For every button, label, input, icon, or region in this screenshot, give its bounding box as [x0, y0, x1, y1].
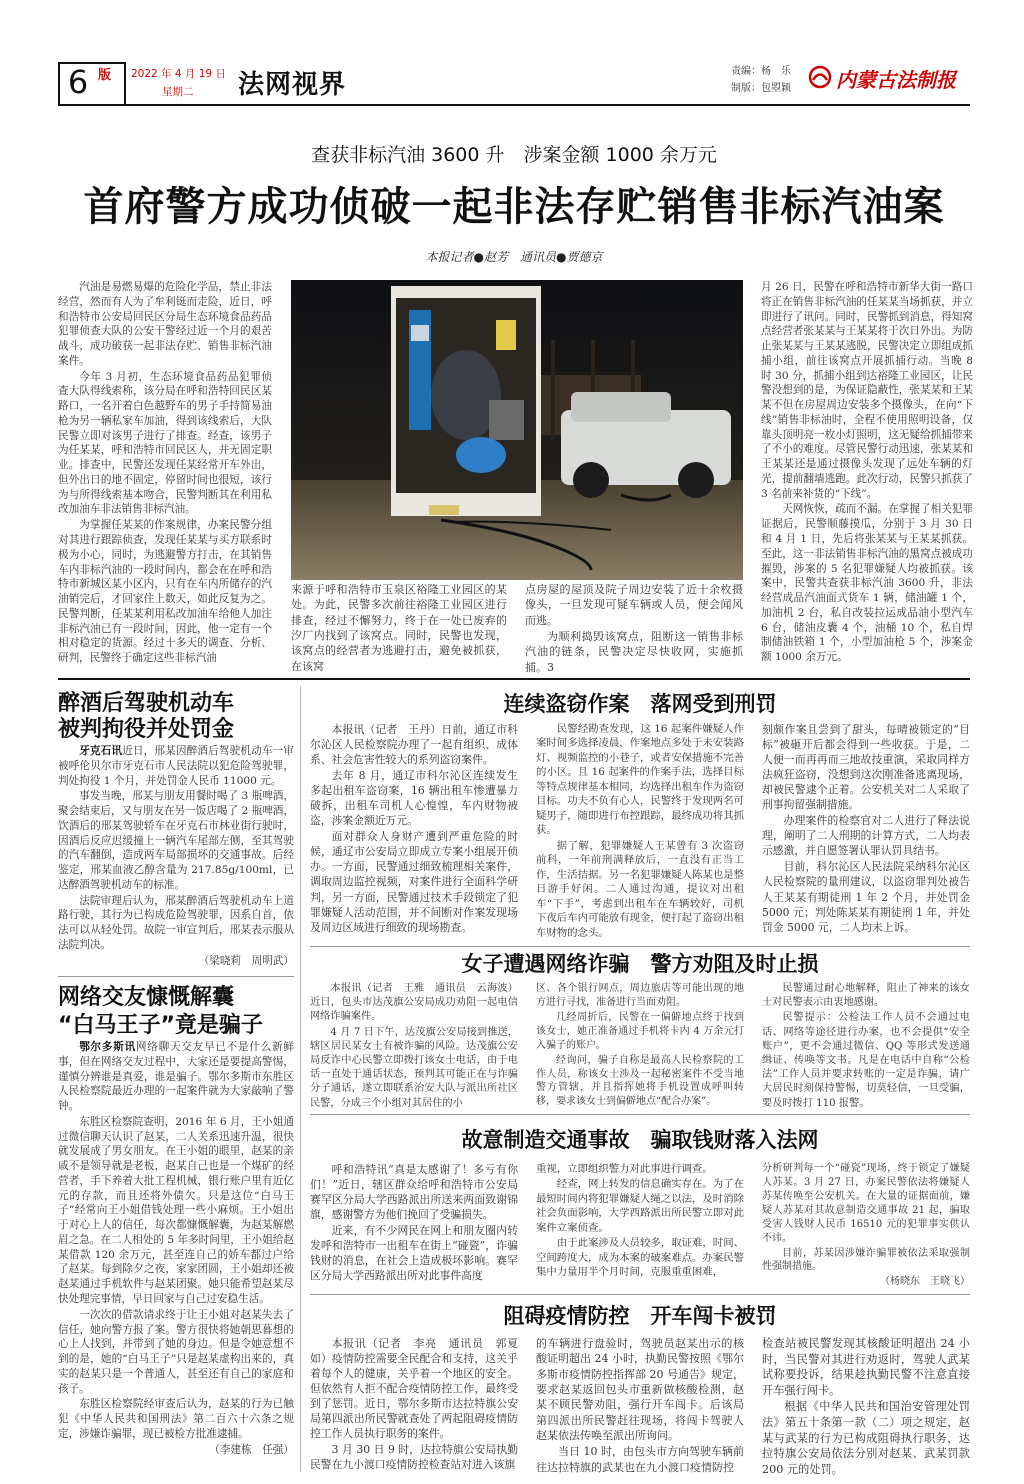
theft-column-3 [762, 722, 970, 936]
lead-paragraph: 今年 3 月初，生态环境食品药品犯罪侦查大队得线索称，该分局在呼和浩特回民区某路口，一名开着白色越野车的男子手持简易油枪为另一辆私家车加油，得到该线索后，大队民警立即对该男子进行了排查。经查，该男子为任某某，呼和浩特市回民区人，并无固定职业。排查中，民警还发现任某经常开车外出，但外出日的地不固定，停留时间也很短，该行为与所得线索基本吻合，民警判断其在利用私改加油车非法销售非标汽油。 [58, 370, 272, 516]
fraud-net-headline-line1: 网络交友慷慨解囊 [58, 985, 235, 1010]
epidemic-column-3 [762, 1336, 970, 1478]
lead-kicker: 查获非标汽油 3600 升 涉案金额 1000 余万元 [311, 144, 717, 166]
theft-paragraph: 本报讯（记者 王丹）日前，通辽市科尔沁区人民检察院办理了一起有组织、成体系、社会危害性较大的系列盗窃案件。 [310, 723, 518, 767]
lead-photo-image [291, 280, 743, 580]
traffic-paragraph: 呼和浩特讯“真是太感谢了！多亏有你们！”近日，辖区群众给呼和浩特市公安局赛罕区分局大学西路派出所送来两面致谢锦旗，感谢警方为他们挽回了受骗损失。 [310, 1163, 518, 1222]
fraud-net-paragraph: 网络聊天交友早已不是什么新鲜事，但在网络交友过程中，大家还是要提高警惕，谨慎分辨谁是真爱，谁是骗子。鄂尔多斯市东胜区人民检察院最近办理的一起案件就为大家敲响了警钟。 [58, 1041, 295, 1113]
woman-paragraph: 4 月 7 日下午，达茂旗公安局接到推送，辖区居民某女士有被诈骗的风险。达茂旗公安局反诈中心民警立即拨打该女士电话，由于电话一直处于通话状态，预判其可能正在与诈骗分子通话，遂立即联系治安大队与派出所社区民警，分成三个小组对其居住的小 [310, 1026, 518, 1109]
woman-paragraph: 民警提示：公检法工作人员不会通过电话、网络等途径进行办案，也不会提供“安全账户”，更不会通过微信、QQ 等形式发送通缉证、传唤等文书。凡是在电话中自称“公检法”工作人员并要求转账的一定是诈骗，请广大居民时刻保持警惕，切莫轻信，一旦受骗，要及时拨打 110 报警。 [762, 1012, 970, 1109]
drunk-headline-line1: 醉酒后驾驶机动车 [58, 691, 235, 716]
theft-headline: 连续盗窃作案 落网受到刑罚 [503, 692, 777, 716]
left-rail-rule [58, 976, 294, 977]
woman-paragraph: 几经周折后，民警在一偏僻地点终于找到该女士，她正准备通过手机将卡内 4 万余元打入骗子的账户。 [536, 1011, 744, 1051]
fraud-net-paragraph: 一次次的借款请求终于让王小姐对赵某失去了信任，她向警方报了案。警方很快将她朝思暮想的心上人找到，并带到了她的身边。但是令她意想不到的是，她的“白马王子”只是赵某虚构出来的，真实的赵某只是一个普通人，甚至还有自己的家庭和孩子。 [58, 1308, 294, 1395]
theft-paragraph: 办理案件的检察官对二人进行了释法说理，阐明了二人刑期的计算方式，二人均表示感激，并自愿签署认罪认罚具结书。 [762, 814, 970, 858]
epidemic-column-1 [310, 1336, 518, 1473]
drunk-paragraph: 法院审理后认为，邢某醉酒后驾驶机动车上道路行驶，其行为已构成危险驾驶罪，因系自首，依法可以从轻处罚。故院一审宣判后，邢某表示服从法院判决。 [58, 894, 294, 951]
traffic-column-2 [536, 1162, 744, 1281]
woman-column-2 [536, 982, 744, 1110]
section-title: 法网视界 [238, 70, 347, 100]
lead-byline: 本报记者●赵芳 通讯员●贾德京 [425, 250, 603, 264]
traffic-paragraph: 分析研判每一个“碰瓷”现场，终于锁定了嫌疑人苏某。3 月 27 日，办案民警依法将嫌疑人苏某传唤至公安机关。在大量的证据面前，嫌疑人苏某对其故意制造交通事故 21 起，骗取受害人钱财人民币 16510 元的犯罪事实供认不讳。 [762, 1163, 970, 1244]
fraud-net-signature: （李建栋 任强） [209, 1443, 294, 1456]
issue-date: 2022 年 4 月 19 日 [131, 68, 226, 80]
traffic-column-1 [310, 1162, 518, 1284]
woman-bottom-rule [310, 1114, 970, 1115]
woman-paragraph: 民警通过耐心地解释，阻止了神来的该女士对民警表示由衷地感谢。 [762, 983, 970, 1009]
lead-column-4 [761, 280, 973, 666]
epidemic-column-2 [536, 1336, 744, 1476]
producer-credit: 制版：包曌颖 [731, 83, 791, 94]
masthead-name: 内蒙古法制报 [836, 68, 956, 92]
fraud-net-dateline: 鄂尔多斯讯 [79, 1041, 136, 1053]
theft-paragraph: 刻颇作案且尝到了甜头，每晴被锁定的“目标”被砸开后都会得到一些收获。于是，二人便一而再再而三地故技重演，采取同样方法疯狂盗窃，没想到这次刚准备逃离现场，却被民警逮个正着。公安机关对二人采取了刑事拘留强制措施。 [762, 723, 970, 812]
lead-column-1 [58, 280, 272, 667]
traffic-paragraph: 近来，有不少网民在网上和朋友圈内转发呼和浩特市一出租车在街上“碰瓷”，诈骗钱财的消息，在社会上造成极坏影响。赛罕区分局大学西路派出所对此事件高度 [310, 1224, 518, 1283]
theft-paragraph: 民警经勘查发现，这 16 起案件嫌疑人作案时间多选择凌晨，作案地点多处于未安装路灯、视频监控的小巷子，或者安保措施不完善的小区。且 16 起案件的作案手法，选择目标等特点规律基本相同，均选择出租车作为盗窃目标。功夫不负有心人，民警终于发现两名可疑男子，随即进行布控跟踪，最终成功将其抓获。 [536, 723, 744, 837]
masthead-emblem-icon [808, 65, 832, 89]
epidemic-paragraph: 3 月 30 日 9 时，达拉特旗公安局执勤民警在九小渡口疫情防控检查站对进入该旗 [310, 1443, 518, 1472]
traffic-signature: （杨晓东 王晓飞） [880, 1276, 970, 1288]
fraud-net-paragraph: 东胜区检察院经审查后认为，赵某的行为已触犯《中华人民共和国刑法》第二百六十六条之规定，涉嫌诈骗罪，现已被检方批准逮捕。 [58, 1398, 294, 1440]
drunk-body [58, 744, 294, 969]
fraud-net-headline-line2: “白马王子”竟是骗子 [58, 1013, 263, 1038]
theft-paragraph: 去年 8 月，通辽市科尔沁区连续发生多起出租车盗窃案，16 辆出租车惨遭暴力破拆，出租车司机人心惶惶，车内财物被盗，涉案金额近万元。 [310, 769, 518, 828]
drunk-paragraph: 近日，邢某因醉酒后驾驶机动车一审被呼伦贝尔市牙克石市人民法院以犯危险驾驶罪，判处拘役 1 个月，并处罚金人民币 11000 元。 [58, 745, 295, 787]
drunk-signature: （梁晓莉 周明武） [198, 954, 294, 967]
theft-column-1 [310, 722, 518, 936]
theft-bottom-rule [310, 946, 970, 947]
woman-paragraph: 本报讯（记者 王雅 通讯员 云海波）近日，包头市达茂旗公安局成功劝阻一起电信网络诈骗案件。 [310, 983, 518, 1023]
lead-bottom-rule [58, 678, 970, 680]
lead-photo [291, 280, 743, 580]
epidemic-paragraph: 根据《中华人民共和国治安管理处罚法》第五十条第一款（二）项之规定，赵某与武某的行为已构成阻碍执行职务，达拉特旗公安局依法分别对赵某、武某罚款 200 元的处罚。 [762, 1400, 970, 1476]
woman-paragraph: 区、各个银行网点，周边旅店等可能出现的地方进行寻找，准备进行当面劝阻。 [536, 983, 744, 1008]
lead-column-2 [291, 582, 507, 675]
editor-credit: 责编：杨 乐 [731, 66, 791, 77]
woman-column-3 [762, 982, 970, 1112]
epidemic-paragraph: 的车辆进行盘验时，驾驶员赵某出示的核酸证明超出 24 小时，执勤民警按照《鄂尔多斯市疫情防控指挥部 20 号通告》规定，要求赵某返回包头市重新做核酸检测，赵某不顾民警劝阻，强行开车闯卡。后该局第四派出所民警赶往现场，将闯卡驾驶人赵某依法传唤至派出所询问。 [536, 1337, 744, 1442]
lead-column-3 [525, 582, 743, 676]
page-label: 版 [98, 68, 112, 83]
lead-paragraph: 为顺利捣毁该窝点，阻断这一销售非标汽油的链条，民警决定尽快收网，实施抓捕。3 [525, 629, 743, 674]
epidemic-paragraph: 当日 10 时，由包头市方向驾驶车辆前往达拉特旗的武某也在九小渡口疫情防控 [536, 1445, 744, 1474]
lead-paragraph: 来源于呼和浩特市玉泉区裕隆工业园区的某处。为此，民警多次前往裕隆工业园区进行排查，经过不懈努力，终于在一处已废弃的汐厂内找到了该窝点。同时，民警也发现，该窝点的经营者为逃避打击，避免被抓获，在该窝 [291, 583, 507, 673]
lead-paragraph: 汽油是易燃易爆的危险化学品，禁止非法经营，然而有人为了牟利铤而走险，近日，呼和浩特市公安局回民区分局生态环境食品药品犯罪侦查大队的公安干警经过近一个月的艰苦战斗，成功破获一起非法存贮、销售非标汽油案件。 [58, 281, 272, 367]
lead-paragraph: 天网恢恢，疏而不漏。在掌握了相关犯罪证据后，民警顺藤摸瓜，分别于 3 月 30 日和 4 月 1 日，先后将张某某与王某某抓获。至此，这一非法销售非标汽油的黑窝点被成功摧毁，涉案的 5 名犯罪嫌疑人均被抓获。该案中，民警共查获非标汽油 3600 升，非法经营成品汽油面式货车 1 辆，储油罐 1 个，加油机 2 台，私自改装拉运成品油小型汽车 6 台，储油皮囊 4 个，油桶 10 个，私自焊制储油铁箱 1 个，小型加油枪 5 个，涉案金额 1000 余万元。 [761, 503, 973, 664]
masthead-logo [808, 60, 968, 94]
lead-paragraph: 为掌握任某某的作案规律，办案民警分组对其进行跟踪侦查，发现任某某与买方联系时极为小心，同时，为逃避警方打击，在其销售车内非标汽油的一段时间内，都会在在呼和浩特市新城区某小区内，只有在车内所储存的汽油销完后，才回家住上数天，如此反复为之。民警判断，任某某利用私改加油车给他人加注非标汽油已有一段时间，因此，他一定有一个相对稳定的货源。经过十多天的调查、分析、研判，民警终于确定这些非标汽油 [58, 519, 272, 665]
traffic-column-3 [762, 1162, 970, 1290]
epidemic-paragraph: 本报讯（记者 李亮 通讯员 郭夏如）疫情防控需要全民配合和支持，这关乎着每个人的健康，关乎着一个地区的安全。但依然有人拒不配合疫情防控工作，最终受到了惩罚。近日，鄂尔多斯市达拉特旗公安局第四派出所民警就查处了两起阻碍疫情防控工作人员执行职务的案件。 [310, 1337, 518, 1441]
traffic-paragraph: 重视，立即组织警力对此事进行调查。 [536, 1163, 713, 1175]
epidemic-paragraph: 检查站被民警发现其核酸证明超出 24 小时，当民警对其进行劝返时，驾驶人武某试称要投诉，结果趁执勤民警不注意直接开车强行闯卡。 [762, 1337, 970, 1397]
epidemic-headline: 阻碍疫情防控 开车闯卡被罚 [503, 1304, 777, 1328]
theft-paragraph: 目前，科尔沁区人民法院采纳科尔沁区人民检察院的量刑建议，以盗窃罪判处被告人王某某有期徒刑 1 年 2 个月，并处罚金 5000 元；判处陈某某有期徒刑 1 年，并处罚金 5000 元，二人均未上诉。 [762, 860, 970, 934]
traffic-paragraph: 经查，网上转发的信息确实存在。为了在最短时间内将犯罪嫌疑人绳之以法，及时消除社会负面影响，大学西路派出所民警立即对此案件立案侦查。 [536, 1178, 744, 1234]
theft-paragraph: 据了解，犯罪嫌疑人王某曾有 3 次盗窃前科，一年前刑满释放后，一直没有正当工作，生活拮据。另一名犯罪嫌疑人陈某也是整日游手好闲。二人通过沟通，提议对出租车“下手”，考虑到出租车在车辆较好，司机下夜后车内可能放有现金，便打起了盗窃出租车财物的念头。 [536, 839, 744, 939]
woman-column-1 [310, 982, 518, 1112]
fraud-net-body [58, 1040, 294, 1458]
lead-headline: 首府警方成功侦破一起非法存贮销售非标汽油案 [83, 183, 945, 230]
page-number: 6 [67, 63, 89, 101]
woman-paragraph: 经询问，骗子自称是最高人民检察院的工作人员，称该女士涉及一起秘密案件不受当地警方管辖，并且指挥她将手机设置成呼叫转移，要求该女士到偏僻地点“配合办案”。 [536, 1054, 744, 1108]
lead-paragraph: 月 26 日，民警在呼和浩特市新华大街一路口将正在销售非标汽油的任某某当场抓获，并立即进行了讯问。同时，民警抓到消息，得知窝点经营者张某某与王某某将于次日外出。为防止张某某与王某某逃脱，民警决定立即组成抓捕小组，前往该窝点开展抓捕行动。当晚 8 时 30 分，抓捕小组到达裕隆工业园区，让民警没想到的是，为保证隐蔽性，张某某和王某某不但在房屋周边安装多个摄像头，在向“下线”销售非标油时，全程不使用照明设备，仅靠头顶明亮一枚小灯照明，这无疑给抓捕带来了不小的难度。尽管民警行动迅速，张某某和王某某还是通过摄像头发现了远处车辆的灯光，提前翻墙逃跑。此次行动，民警只抓获了 3 名前来补货的“下线”。 [761, 281, 973, 500]
drunk-paragraph: 事发当晚，邢某与朋友用餐时喝了 3 瓶啤酒，聚会结束后，又与朋友在另一饭店喝了 2 瓶啤酒，饮酒后的邢某驾驶轿车在牙克石市林业街行驶时，因酒后反应迟缓撞上一辆汽车尾部左侧，至其驾驶的汽车翻倒，造成两车局部损坏的交通事故。后经鉴定，邢某血液乙醇含量为 217.85g/100ml，已达醉酒驾驶机动车的标准。 [58, 790, 294, 891]
woman-headline: 女子遭遇网络诈骗 警方劝阻及时止损 [461, 952, 819, 976]
traffic-headline: 故意制造交通事故 骗取钱财落入法网 [461, 1128, 819, 1152]
drunk-dateline: 牙克石讯 [79, 745, 123, 757]
left-rail-divider [300, 686, 301, 1472]
traffic-bottom-rule [310, 1294, 970, 1295]
fraud-net-paragraph: 东胜区检察院查明，2016 年 6 月，王小姐通过微信聊天认识了赵某，二人关系迅速升温，很快就发展成了男女朋友。在王小姐的眼里，赵某的亲戚不是领导就是老板，赵某自己也是一个煤矿的经营者，手下养着大批工程机械，银行账户里有近亿元的存款，而且还将外债欠。只是这位“白马王子”经常向王小姐借钱处理一些小麻烦。王小姐出于对心上人的信任，每次都慷慨解囊，为赵某解燃眉之急。在二人相处的 5 年多时间里，王小姐给赵某借款 120 余万元，甚至连自己的娇车都过户给了赵某。每到除夕之夜，家家团圆，王小姐却还被赵某通过手机软件与赵某团聚。她只能希望赵某尽快处理完事情，早日回家与自己过安稳生活。 [58, 1115, 294, 1306]
header-rule [58, 104, 970, 106]
lead-paragraph: 点房屋的屋顶及院子周边安装了近十余枚摄像头，一旦发现可疑车辆或人员，便会闻风而逃。 [525, 583, 743, 627]
theft-paragraph: 面对群众人身财产遭到严重危险的时候，通辽市公安局立即成立专案小组展开侦办。一方面，民警通过细致梳理相关案件，调取周边监控视频，对案件进行全面科学研判，另一方面，民警通过技术手段锁定了犯罪嫌疑人活动范围，并不间断对作案发现场及周边区域进行细致的现场勘查。 [310, 830, 518, 934]
traffic-paragraph: 目前，苏某因涉嫌诈骗罪被依法采取强制性强制措施。 [762, 1247, 970, 1273]
drunk-headline-line2: 被判拘役并处罚金 [58, 717, 235, 742]
theft-column-2 [536, 722, 744, 941]
traffic-paragraph: 由于此案涉及人员较多，取证难，时间、空间跨度大，成为本案的破案难点。办案民警集中力量用半个月时间，克服重重困难， [536, 1237, 744, 1279]
issue-weekday: 星期二 [162, 86, 194, 98]
